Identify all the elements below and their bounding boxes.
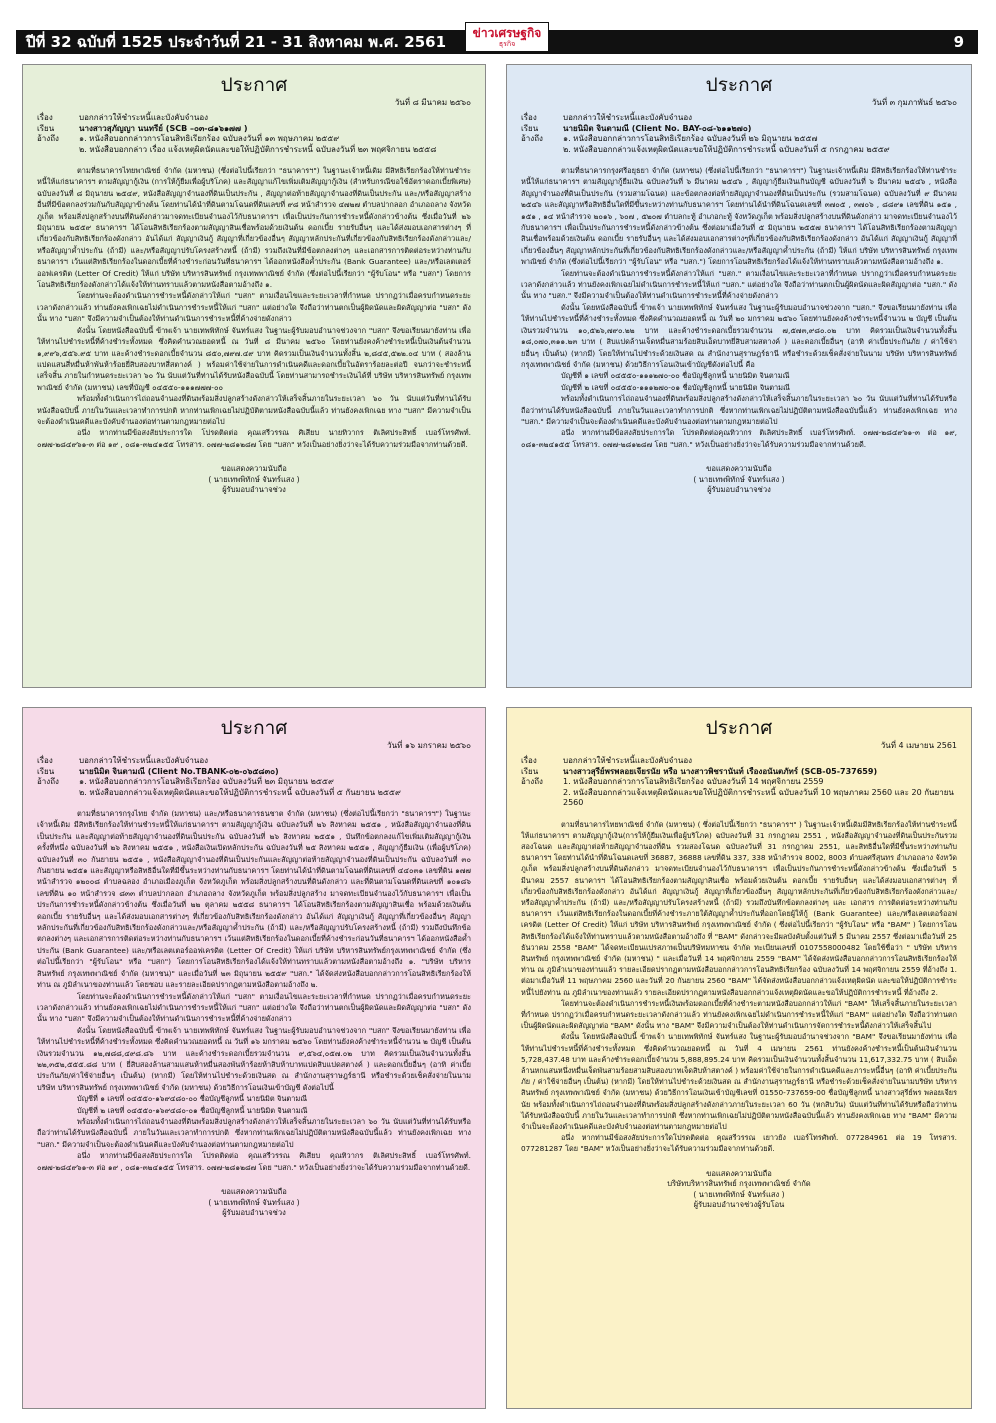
paragraph: พร้อมทั้งดำเนินการไถ่ถอนจำนองที่ดินพร้อมสิ่งปลูกสร้างดังกล่าวให้เสร็จสิ้นภายในระยะเวลา ๖๐ วัน นับแต่วันที่ท่านได้รับหรือถือว่าท่านได้รับหนังสือฉบับนี้ ภายในวันและเวลาทำการปกติ ซึ่งหากท่านเพิกเฉยไม่ปฏิบัติตามหนังสือฉบับนี้แล้ว ท่านยังคงเพิกเฉย ทาง "บสก." มีความจำเป็นจะต้องดำเนินคดีและบังคับจำนองต่อท่านตามกฎหมายต่อไป [37, 1116, 471, 1149]
paragraph: อนึ่ง หากท่านมีข้อสงสัยประการใด โปรดติดต่อคุณทิวากร ติเลิศประสิทธิ์ เบอร์โทรศัพท์. ๐๗๗-๒๘๔๙๖๑-๓ ต่อ ๑๙, ๐๘๑-๓๒๔๑๕๕ โทรสาร. ๐๗๗-๒๘๑๒๘๗ โดย "บสก." หวังเป็นอย่างยิ่งว่าจะได้รับความร่วมมือจากท่านด้วยดี. [521, 428, 957, 449]
reference-1: ๑. หนังสือบอกกล่าวการโอนสิทธิเรียกร้อง ฉบับลงวันที่ ๒๖ มิถุนายน ๒๕๕๗ [563, 134, 818, 143]
letter-header [521, 756, 957, 809]
signer-name: ( นายเทพพิทักษ์ จันทร์แสง ) [693, 474, 785, 484]
letter-header [521, 113, 957, 155]
signer-role: ผู้รับมอบอำนาจช่วง [222, 485, 286, 495]
letter-header [37, 756, 471, 798]
newspaper-logo [465, 22, 549, 52]
signature-block [37, 464, 471, 496]
page-number: 9 [953, 33, 964, 51]
reference-1: ๑. หนังสือบอกกล่าวการโอนสิทธิเรียกร้อง ฉบับลงวันที่ ๒๓ มิถุนายน ๒๕๕๙ [79, 777, 334, 786]
subject-value: บอกกล่าวให้ชำระหนี้และบังคับจำนอง [79, 113, 209, 122]
paragraph: ตามที่ธนาคารไทยพาณิชย์ จำกัด (มหาชน) ( ซึ่งต่อไปนี้เรียกว่า "ธนาคารฯ" ) ในฐานะเจ้าหนี้เดิมมีสิทธิเรียกร้องให้ท่านชำระหนี้ให้แก่ธนาคารฯ ตามสัญญากู้เงิน(การให้กู้ยืมเงินเพื่อผู้บริโภค) ฉบับลงวันที่ 31 กรกฎาคม 2551 , หนังสือสัญญาจำนองที่ดินเป็นประกันรวมสองโฉนด และสัญญาต่อท้ายสัญญาจำนองที่ดิน รวมสองโฉนด ฉบับลงวันที่ 31 กรกฎาคม 2551, และสิทธิอื่นใดที่มีขึ้นระหว่างท่านกับธนาคารฯ โดยท่านได้นำที่ดินโฉนดเลขที่ 36887, 36888 เลขที่ดิน 337, 338 หน้าสำรวจ 8002, 8003 ตำบลศรีสุนทร อำเภอถลาง จังหวัดภูเก็ต พร้อมสิ่งปลูกสร้างบนที่ดินดังกล่าว มาจดทะเบียนจำนองไว้กับธนาคารฯ เพื่อเป็นประกันการชำระหนี้ดังกล่าวข้างต้น ซึ่งเมื่อวันที่ 5 มีนาคม 2557 ธนาคารฯ ได้โอนสิทธิเรียกร้องตามสัญญาสินเชื่อ พร้อมด้วยเงินต้น ดอกเบี้ย รายรับอื่นๆ และได้ส่งมอบเอกสารต่างๆ ที่เกี่ยวข้องกับสิทธิเรียกร้องดังกล่าว อันได้แก่ สัญญาเงินกู้ สัญญาที่เกี่ยวข้องอื่นๆ สัญญาหลักประกันที่เกี่ยวข้องกับสิทธิเรียกร้องดังกล่าวและ/หรือสัญญาค้ำประกัน (ถ้ามี) และ/หรือสัญญาปรับโครงสร้างหนี้ (ถ้ามี) รวมถึงบันทึกข้อตกลงต่างๆ และ เอกสาร การติดต่อระหว่างท่านกับธนาคารฯ เว้นแต่สิทธิเรียกร้องในดอกเบี้ยที่ค้างชำระภายใต้สัญญาค้ำประกันที่ออกโดยผู้ให้กู้ (Bank Guarantee) และ/หรือเลตเตอร์ออฟเครดิต (Letter Of Credit) ให้แก่ บริษัท บริหารสินทรัพย์ กรุงเทพพาณิชย์ จำกัด ( ซึ่งต่อไปนี้เรียกว่า "ผู้รับโอน" หรือ "BAM" ) โดยการโอนสิทธิเรียกร้องได้แจ้งให้ท่านทราบแล้วตามหนังสือตามอ้างถึง ที่ "BAM" ดังกล่าวจะมีผลบังคับตั้งแต่วันที่ 5 มีนาคม 2557 ซึ่งต่อมาเมื่อวันที่ 25 ธันวาคม 2558 "BAM" ได้จดทะเบียนแปรสภาพเป็นบริษัทมหาชน จำกัด ทะเบียนเลขที่ 0107558000482 โดยใช้ชื่อว่า " บริษัท บริหารสินทรัพย์ กรุงเทพพาณิชย์ จำกัด (มหาชน) " และเมื่อวันที่ 14 พฤศจิกายน 2559 "BAM" ได้จัดส่งหนังสือบอกกล่าวการโอนสิทธิเรียกร้องให้ท่าน ณ ภูมิลำเนาของท่านแล้ว รายละเอียดปรากฏตามหนังสือบอกกล่าวการโอนสิทธิเรียกร้อง ฉบับลงวันที่ 14 พฤศจิกายน 2559 ที่อ้างถึง 1. ต่อมาเมื่อวันที่ 11 พฤษภาคม 2560 และวันที่ 20 กันยายน 2560 "BAM" ได้จัดส่งหนังสือบอกกล่าวแจ้งเหตุผิดนัด และขอให้ปฏิบัติการชำระหนี้ไปยังท่าน ณ ภูมิลำเนาของท่านแล้ว รายละเอียดปรากฏตามหนังสือบอกกล่าวแจ้งเหตุผิดนัดและขอให้ปฏิบัติการชำระหนี้ ที่อ้างถึง 2. [521, 819, 957, 997]
paragraph: โดยท่านจะต้องดำเนินการชำระหนี้เงินพร้อมดอกเบี้ยที่ค้างชำระตามหนังสือบอกกล่าวให้แก่ "BAM" ให้เสร็จสิ้นภายในระยะเวลาที่กำหนด ปรากฏว่าเมื่อครบกำหนดระยะเวลาดังกล่าวแล้ว ท่านยังคงเพิกเฉยไม่ดำเนินการชำระหนี้ให้แก่ "BAM" แต่อย่างใด จึงถือว่าท่านตกเป็นผู้ผิดนัดและผิดสัญญาต่อ "BAM" ดังนั้น ทาง "BAM" จึงมีความจำเป็นต้องให้ท่านดำเนินการจัดการชำระหนี้ดังกล่าวให้เสร็จสิ้นไป [521, 998, 957, 1031]
paragraph: ดังนั้น โดยหนังสือฉบับนี้ ข้าพเจ้า นายเทพพิทักษ์ จันทร์แสง ในฐานะผู้รับมอบอำนาจช่วงจาก "บสก" จึงขอเรียนมายังท่าน เพื่อให้ท่านไปชำระหนี้ที่ค้างชำระทั้งหมด ซึ่งคิดคำนวณยอดหนี้ ณ วันที่ ๘ มีนาคม ๒๕๖๐ โดยท่านยังคงค้างชำระหนี้เป็นเงินต้นจำนวน ๑,๙๙๖,๕๕๖.๙๕ บาท และค้างชำระดอกเบี้ยจำนวน ๘๕๐,๗๙๗.๔๙ บาท คิดรวมเป็นเงินจำนวนทั้งสิ้น ๒,๘๔๕,๕๒๒.๐๔ บาท ( สองล้านแปดแสนสี่หมื่นห้าพันห้าร้อยยี่สิบสองบาทสี่สตางค์ ) พร้อมค่าใช้จ่ายในการดำเนินคดีและดอกเบี้ยในอัตราร้อยละต่อปี จนกว่าจะชำระหนี้เสร็จสิ้น ภายในกำหนดระยะเวลา ๖๐ วัน นับแต่วันที่ท่านได้รับหนังสือฉบับนี้ โดยท่านสามารถชำระเงินได้ที่ บริษัท บริหารสินทรัพย์ กรุงเทพพาณิชย์ จำกัด (มหาชน) เลขที่บัญชี ๐๔๕๕๐-๑๑๑๗๗๗-๐๐ [37, 325, 471, 392]
subject-key: เรื่อง [521, 756, 537, 765]
account-line: บัญชีที่ ๑ เลขที่ ๐๔๕๕๐-๑๖๙๔๘๐-๐๐ ชื่อบัญชีลูกหนี้ นายนิมิต จินตามณี [77, 1094, 308, 1104]
announcement-panel-3 [22, 707, 486, 1409]
reference-2: 2. หนังสือบอกกล่าวแจ้งเหตุผิดนัดและขอให้ปฏิบัติการชำระหนี้ ฉบับลงวันที่ 10 พฤษภาคม 2560 และ 20 กันยายน 2560 [563, 787, 954, 807]
subject-value: บอกกล่าวให้ชำระหนี้และบังคับจำนอง [563, 756, 693, 765]
logo-subtext: ธุรกิจ [498, 40, 516, 48]
recipient-key: เรียน [37, 766, 55, 776]
closing: ขอแสดงความนับถือ [706, 464, 772, 474]
closing: ขอแสดงความนับถือ [221, 464, 287, 474]
announcement-title: ประกาศ [220, 717, 288, 739]
recipient-value: นางสาวสุรีย์พรพลอยเจียรนัย หรือ นางสาวพิชรานันท์ เรืองอนันตภัทร์ (SCB-05-737659) [563, 766, 878, 776]
paragraph: ดังนั้น โดยหนังสือฉบับนี้ ข้าพเจ้า นายเทพพิทักษ์ จันทร์แสง ในฐานะผู้รับมอบอำนาจช่วงจาก "บสก" จึงขอเรียนมายังท่าน เพื่อให้ท่านไปชำระหนี้ที่ค้างชำระทั้งหมด ซึ่งคิดคำนวณยอดหนี้ ณ วันที่ ๑๖ มกราคม ๒๕๖๐ โดยท่านยังคงค้างชำระหนี้จำนวน ๒ บัญชี เป็นต้นเงินรวมจำนวน ๑๒,๗๘๘,๔๙๘.๘๖ บาท และค้างชำระดอกเบี้ยรวมจำนวน ๙,๕๖๔,๐๕๗.๐๒ บาท คิดรวมเป็นเงินจำนวนทั้งสิ้น ๒๒,๓๕๒,๕๕๕.๘๘ บาท ( ยี่สิบสองล้านสามแสนห้าหมื่นสองพันห้าร้อยห้าสิบห้าบาทแปดสิบแปดสตางค์ ) และดอกเบี้ยอื่นๆ (อาทิ ค่าเบี้ยประกันภัย/ค่าใช้จ่ายอื่นๆ เป็นต้น) (หากมี) โดยให้ท่านไปชำระด้วยเงินสด ณ สำนักงานสุราษฎร์ธานี หรือชำระด้วยเช็คสั่งจ่ายในนาม บริษัท บริหารสินทรัพย์ กรุงเทพพาณิชย์ จำกัด (มหาชน) ด้วยวิธีการโอนเงินเข้าบัญชี ดังต่อไปนี้ [37, 1025, 471, 1092]
recipient-value: นายนิมิต จินตามณี (Client No.TBANK-๐๒-๐๖๕๘๓๐) [79, 766, 279, 776]
subject-key: เรื่อง [37, 756, 53, 765]
account-line: บัญชีที่ ๒ เลขที่ ๐๔๕๕๐-๑๖๙๔๘๐-๐๑ ชื่อบัญชีลูกหนี้ นายนิมิต จินตามณี [77, 1105, 308, 1115]
paragraph: พร้อมทั้งดำเนินการไถ่ถอนจำนองที่ดินพร้อมสิ่งปลูกสร้างดังกล่าวให้เสร็จสิ้นภายในระยะเวลา ๖๐ วัน นับแต่วันที่ท่านได้รับหนังสือฉบับนี้ ภายในวันและเวลาทำการปกติ หากท่านเพิกเฉยไม่ปฏิบัติตามหนังสือฉบับนี้แล้ว ท่านยังคงเพิกเฉย ทาง "บสก" มีความจำเป็นจะต้องดำเนินคดีและบังคับจำนองต่อท่านตามกฎหมายต่อไป [37, 394, 471, 426]
logo-text: ข่าวเศรษฐกิจ [472, 26, 542, 40]
paragraph: ตามที่ธนาคารกรุงศรีอยุธยา จำกัด (มหาชน) (ซึ่งต่อไปนี้เรียกว่า "ธนาคารฯ") ในฐานะเจ้าหนี้เดิม มีสิทธิเรียกร้องให้ท่านชำระหนี้ให้แก่ธนาคารฯ ตามสัญญากู้ยืมเงิน ฉบับลงวันที่ ๖ มีนาคม ๒๕๔๖ , สัญญากู้ยืมเงินเกินบัญชี ฉบับลงวันที่ ๖ มีนาคม ๒๕๔๖ , หนังสือสัญญาจำนองที่ดินเป็นประกัน (รวมสามโฉนด) และข้อตกลงต่อท้ายสัญญาจำนองที่ดินเป็นประกัน (รวมสามโฉนด) ฉบับลงวันที่ ๙ มีนาคม ๒๕๔๖ และสัญญาหรือสิทธิอื่นใดที่มีขึ้นระหว่างท่านกับธนาคารฯ โดยท่านได้นำที่ดินโฉนดเลขที่ ๓๗๐๕ , ๓๗๐๖ , ๘๘๙๑ เลขที่ดิน ๑๕๑ , ๑๕๑ , ๑๔ หน้าสำรวจ ๒๐๑๖ , ๖๐๗ , ๕๒๐๗ ตำบลกะทู้ อำเภอกะทู้ จังหวัดภูเก็ต พร้อมสิ่งปลูกสร้างบนที่ดินดังกล่าว มาจดทะเบียนจำนองไว้กับธนาคารฯ เพื่อเป็นประกันการชำระหนี้ดังกล่าวข้างต้น ซึ่งต่อมาเมื่อวันที่ ๕ มิถุนายน ๒๕๕๗ ธนาคารฯ ได้โอนสิทธิเรียกร้องตามสัญญาสินเชื่อพร้อมด้วยเงินต้น ดอกเบี้ย รายรับอื่นๆ และได้ส่งมอบเอกสารต่างๆที่เกี่ยวข้องกับสิทธิเรียกร้องดังกล่าว อันได้แก่ สัญญาเงินกู้ สัญญาที่เกี่ยวข้องอื่นๆ สัญญาหลักประกันที่เกี่ยวข้องกับสิทธิเรียกร้องดังกล่าวและ/หรือสัญญาค้ำประกัน (ถ้ามี) ให้แก่ บริษัท บริหารสินทรัพย์ กรุงเทพพาณิชย์ จำกัด (ซึ่งต่อไปนี้เรียกว่า "ผู้รับโอน" หรือ "บสก.") โดยการโอนสิทธิเรียกร้องได้แจ้งให้ท่านทราบแล้วตามหนังสือตามอ้างถึง ๑. [521, 166, 957, 267]
announcement-date: วันที่ ๑๖ มกราคม ๒๕๖๐ [387, 741, 471, 750]
reference-2: ๒. หนังสือบอกกล่าว เรื่อง แจ้งเหตุผิดนัดและขอให้ปฏิบัติการชำระหนี้ ฉบับลงวันที่ ๒๓ พฤศจิกายน ๒๕๕๘ [79, 144, 437, 154]
reference-key: อ้างถึง [521, 777, 543, 786]
paragraph: ตามที่ธนาคารกรุงไทย จำกัด (มหาชน) และ/หรือธนาคารธนชาต จำกัด (มหาชน) (ซึ่งต่อไปนี้เรียกว่า "ธนาคารฯ") ในฐานะเจ้าหนี้เดิม มีสิทธิเรียกร้องให้ท่านชำระหนี้ให้แก่ธนาคารฯ ตามสัญญากู้เงิน ฉบับลงวันที่ ๒๖ สิงหาคม ๒๕๕๑ , หนังสือสัญญาจำนองที่ดินเป็นประกัน และสัญญาต่อท้ายสัญญาจำนองที่ดินเป็นประกัน ฉบับลงวันที่ ๒๖ สิงหาคม ๒๕๕๑ , บันทึกข้อตกลงแก้ไขเพิ่มเติมสัญญากู้เงินครั้งที่หนึ่ง ฉบับลงวันที่ ๒๖ สิงหาคม ๒๕๕๑ , หนังสือเงินเปิดหลักประกัน ฉบับลงวันที่ ๒๕ สิงหาคม ๒๕๕๑ , สัญญากู้ยืมเงิน (เพื่อผู้บริโภค) ฉบับลงวันที่ ๓๐ กันยายน ๒๕๕๑ , หนังสือสัญญาจำนองที่ดินเป็นประกันและสัญญาต่อท้ายสัญญาจำนองที่ดินเป็นประกัน ฉบับลงวันที่ ๓๐ กันยายน ๒๕๕๑ และสัญญาหรือสิทธิอื่นใดที่มีขึ้นระหว่างท่านกับธนาคารฯ โดยท่านได้นำที่ดินตามโฉนดที่ดินเลขที่ ๔๔๐๓๑ เลขที่ดิน ๑๗๗ หน้าสำรวจ ๑๒๐๐๘ ตำบลฉลอง อำเภอเมืองภูเก็ต จังหวัดภูเก็ต พร้อมสิ่งปลูกสร้างบนที่ดินดังกล่าว และที่ดินตามโฉนดที่ดินเลขที่ ๑๐๑๘๖ เลขที่ดิน ๑๐ หน้าสำรวจ ๘๓๓ ตำบลปากลอก อำเภอถลาง จังหวัดภูเก็ต พร้อมสิ่งปลูกสร้าง มาจดทะเบียนจำนองไว้กับธนาคารฯ เพื่อเป็นประกันการชำระหนี้ดังกล่าวข้างต้น ซึ่งเมื่อวันที่ ๒๒ ตุลาคม ๒๕๕๘ ธนาคารฯ ได้โอนสิทธิเรียกร้องตามสัญญาสินเชื่อ พร้อมด้วยเงินต้น ดอกเบี้ย รายรับอื่นๆ และได้ส่งมอบเอกสารต่างๆ ที่เกี่ยวข้องกับสิทธิเรียกร้องดังกล่าว อันได้แก่ สัญญาเงินกู้ สัญญาที่เกี่ยวข้องอื่นๆ สัญญาหลักประกันที่เกี่ยวข้องกับสิทธิเรียกร้องดังกล่าวและ/หรือสัญญาค้ำประกัน (ถ้ามี) และ/หรือสัญญาปรับโครงสร้างหนี้ (ถ้ามี) รวมถึงบันทึกข้อตกลงต่างๆ และเอกสารการติดต่อระหว่างท่านกับธนาคารฯ เว้นแต่สิทธิเรียกร้องในดอกเบี้ยที่ค้างชำระก่อนวันที่ธนาคารฯ ได้ออกหนังสือค้ำประกัน (Bank Guarantee) และ/หรือเลตเตอร์ออฟเครดิต (Letter Of Credit) ให้แก่ บริษัท บริหารสินทรัพย์กรุงเทพพาณิชย์ จำกัด (ซึ่งต่อไปนี้เรียกว่า "ผู้รับโอน" หรือ "บสก") โดยการโอนสิทธิเรียกร้องได้แจ้งให้ท่านทราบแล้วตามหนังสือตามอ้างถึง ๑. "บริษัท บริหารสินทรัพย์ กรุงเทพพาณิชย์ จำกัด (มหาชน)" และเมื่อวันที่ ๒๓ มิถุนายน ๒๕๕๙ "บสก." ได้จัดส่งหนังสือบอกกล่าวการโอนสิทธิเรียกร้องให้ท่าน ณ ภูมิลำเนาของท่านแล้ว โดยชอบ และรายละเอียดปรากฏตามหนังสือตามอ้างถึง ๒. [37, 809, 471, 990]
recipient-key: เรียน [521, 123, 539, 133]
signer-role: ผู้รับมอบอำนาจช่วง [707, 485, 771, 495]
signer-role: ผู้รับมอบอำนาจช่วงผู้รับโอน [693, 1200, 785, 1210]
reference-1: 1. หนังสือบอกกล่าวการโอนสิทธิเรียกร้อง ฉบับลงวันที่ 14 พฤศจิกายน 2559 [563, 777, 824, 786]
issue-line: ปีที่ 32 ฉบับที่ 1525 ประจำวันที่ 21 - 31 สิงหาคม พ.ศ. 2561 [26, 33, 447, 51]
announcement-panel-1 [22, 64, 486, 688]
reference-key: อ้างถึง [37, 777, 59, 786]
paragraph: ดังนั้น โดยหนังสือฉบับนี้ ข้าพเจ้า นายเทพพิทักษ์ จันทร์แสง ในฐานะผู้รับมอบอำนาจช่วงจาก "บสก." จึงขอเรียนมายังท่าน เพื่อให้ท่านไปชำระหนี้ที่ค้างชำระทั้งหมด ซึ่งคิดคำนวณยอดหนี้ ณ วันที่ ๒๐ มกราคม ๒๕๖๐ โดยท่านยังคงค้างชำระหนี้จำนวน ๒ บัญชี เป็นต้นเงินรวมจำนวน ๑๐,๕๒๖,๗๙๐.๒๒ บาท และค้างชำระดอกเบี้ยรวมจำนวน ๗,๕๗๓,๙๘๐.๐๒ บาท คิดรวมเป็นเงินจำนวนทั้งสิ้น ๑๘,๐๗๐,๓๑๑.๒๓ บาท ( สิบแปดล้านเจ็ดหมื่นสามร้อยสิบเอ็ดบาทยี่สิบสามสตางค์ ) และดอกเบี้ยอื่นๆ (อาทิ ค่าเบี้ยประกันภัย / ค่าใช้จ่ายอื่นๆ เป็นต้น) (หากมี) โดยให้ท่านไปชำระด้วยเงินสด ณ สำนักงานสุราษฎร์ธานี หรือชำระด้วยเช็คสั่งจ่ายในนาม บริษัท บริหารสินทรัพย์ กรุงเทพพาณิชย์ จำกัด (มหาชน) ด้วยวิธีการโอนเงินเข้าบัญชีดังต่อไปนี้ คือ [521, 302, 957, 369]
signature-block [521, 1169, 957, 1211]
letter-body [521, 165, 957, 450]
signature-block [521, 464, 957, 496]
signer-role: ผู้รับมอบอำนาจช่วง [222, 1208, 286, 1217]
recipient-key: เรียน [37, 123, 55, 133]
paragraph: ดังนั้น โดยหนังสือฉบับนี้ ข้าพเจ้า นายเทพพิทักษ์ จันทร์แสง ในฐานะผู้รับมอบอำนาจช่วงจาก "BAM" จึงขอเรียนมายังท่าน เพื่อให้ท่านไปชำระหนี้ที่ค้างชำระทั้งหมด ซึ่งคิดคำนวณยอดหนี้ ณ วันที่ 4 เมษายน 2561 ท่านยังคงค้างชำระหนี้เป็นต้นเงินจำนวน 5,728,437.48 บาท และค้างชำระดอกเบี้ยจำนวน 5,888,895.24 บาท คิดรวมเป็นเงินจำนวนทั้งสิ้นจำนวน 11,617,332.75 บาท ( สิบเอ็ดล้านหกแสนหนึ่งหมื่นเจ็ดพันสามร้อยสามสิบสองบาทเจ็ดสิบห้าสตางค์ ) พร้อมค่าใช้จ่ายในการดำเนินคดีและภาระหนี้อื่นๆ (อาทิ ค่าเบี้ยประกันภัย / ค่าใช้จ่ายอื่นๆ เป็นต้น) (หากมี) โดยให้ท่านไปชำระด้วยเงินสด ณ สำนักงานสุราษฎร์ธานี หรือชำระด้วยเช็คสั่งจ่ายในนามบริษัท บริหารสินทรัพย์ กรุงเทพพาณิชย์ จำกัด (มหาชน) ด้วยวิธีการโอนเงินเข้าบัญชีเลขที่ 01550-737659-00 ชื่อบัญชีลูกหนี้ นางสาวสุรีย์พร พลอยเจียรนัย พร้อมทั้งดำเนินการไถ่ถอนจำนองที่ดินพร้อมสิ่งปลูกสร้างดังกล่าวภายในระยะเวลา 60 วัน (หกสิบวัน) นับแต่วันที่ท่านได้รับหรือถือว่าท่านได้รับหนังสือฉบับนี้ ภายในวันและเวลาทำการปกติ ซึ่งหากท่านเพิกเฉยไม่ปฏิบัติตามหนังสือฉบับนี้แล้ว ท่านยังคงเพิกเฉย ทาง "BAM" มีความจำเป็นจะต้องดำเนินคดีและบังคับจำนองต่อท่านตามกฎหมายต่อไป [521, 1032, 957, 1131]
signature-block [37, 1187, 471, 1219]
subject-key: เรื่อง [37, 113, 53, 122]
recipient-value: นายนิมิต จินตามณี (Client No. BAY-๐๘-๖๑๑๒๗๐) [563, 123, 752, 133]
recipient-value: นางสาวสุภัญญา นนทรีย์ (SCB –๐๓-๘๑๖๑๗๗ ) [79, 123, 248, 133]
announcement-title: ประกาศ [705, 74, 773, 96]
reference-key: อ้างถึง [37, 134, 59, 143]
paragraph: ตามที่ธนาคารไทยพาณิชย์ จำกัด (มหาชน) (ซึ่งต่อไปนี้เรียกว่า "ธนาคารฯ") ในฐานะเจ้าหนี้เดิม มีสิทธิเรียกร้องให้ท่านชำระหนี้ให้แก่ธนาคารฯ ตามสัญญากู้เงิน (การให้กู้ยืมเพื่อผู้บริโภค) และสัญญาแก้ไขเพิ่มเติมสัญญากู้เงิน (สำหรับกรณีขอใช้อัตราดอกเบี้ยพิเศษ) ฉบับลงวันที่ ๘ มิถุนายน ๒๕๔๙, หนังสือสัญญาจำนองที่ดินเป็นประกัน , สัญญาต่อท้ายสัญญาจำนองที่ดินเป็นประกัน และ/หรือสัญญาสร้างอื่นที่มีข้อตกลงร่วมกันกับสัญญาข้างต้น โดยท่านได้นำที่ดินตามโฉนดที่ดินเลขที่ ๙๘ หน้าสำรวจ ๔๗๒๗ ตำบลปากลอก อำเภอถลาง จังหวัดภูเก็ต พร้อมสิ่งปลูกสร้างบนที่ดินดังกล่าวมาจดทะเบียนจำนองไว้กับธนาคารฯ เพื่อเป็นประกันการชำระหนี้ดังกล่าวข้างต้น ซึ่งเมื่อวันที่ ๒๖ มิถุนายน ๒๕๕๙ ธนาคารฯ ได้โอนสิทธิเรียกร้องตามสัญญาสินเชื่อพร้อมด้วยเงินต้น ดอกเบี้ย รายรับอื่นๆ และได้ส่งมอบเอกสารต่างๆ ที่เกี่ยวข้องกับสิทธิเรียกร้องดังกล่าว อันได้แก่ สัญญาเงินกู้ สัญญาที่เกี่ยวข้องอื่นๆ สัญญาหลักประกันที่เกี่ยวข้องกับสิทธิเรียกร้องดังกล่าวและ/หรือสัญญาค้ำประกัน (ถ้ามี) และ/หรือสัญญาปรับโครงสร้างหนี้ (ถ้ามี) รวมถึงเงินที่มีข้อตกลงต่างๆ และเอกสารการติดต่อระหว่างท่านกับธนาคารฯ เว้นแต่สิทธิเรียกร้องในดอกเบี้ยที่ค้างชำระก่อนวันที่ธนาคารฯ ได้ออกหนังสือค้ำประกัน (Bank Guarantee) และ/หรือเลตเตอร์ออฟเครดิต (Letter Of Credit) ให้แก่ บริษัท บริหารสินทรัพย์ กรุงเทพพาณิชย์ จำกัด (ซึ่งต่อไปนี้เรียกว่า "ผู้รับโอน" หรือ "บสก") โดยการโอนสิทธิเรียกร้องดังกล่าวได้แจ้งให้ท่านทราบแล้วตามหนังสือตามอ้างถึง ๑. [37, 166, 471, 290]
letter-body [521, 819, 957, 1155]
signer-name: ( นายเทพพิทักษ์ จันทร์แสง ) [208, 1197, 300, 1207]
letter-header [37, 113, 471, 155]
announcement-title: ประกาศ [220, 74, 288, 96]
closing: ขอแสดงความนับถือ [706, 1168, 772, 1178]
announcement-date: วันที่ ๘ มีนาคม ๒๕๖๐ [394, 98, 471, 107]
closing: ขอแสดงความนับถือ [221, 1187, 287, 1196]
paragraph: โดยท่านจะต้องดำเนินการชำระหนี้ดังกล่าวให้แก่ "บสก." ตามเงื่อนไขและระยะเวลาที่กำหนด ปรากฏว่าเมื่อครบกำหนดระยะเวลาดังกล่าวแล้ว ท่านยังคงเพิกเฉยไม่ดำเนินการชำระหนี้ให้แก่ "บสก." แต่อย่างใด จึงถือว่าท่านตกเป็นผู้ผิดนัดและผิดสัญญาต่อ "บสก." ดังนั้น ทาง "บสก." จึงมีความจำเป็นต้องให้ท่านดำเนินการชำระหนี้ที่ค้างจ่ายดังกล่าว [521, 268, 957, 301]
announcement-title: ประกาศ [705, 717, 773, 739]
signer-name: ( นายเทพพิทักษ์ จันทร์แสง ) [693, 1189, 785, 1199]
account-line: บัญชีที่ ๒ เลขที่ ๐๔๕๕๐-๑๑๑๒๗๐-๐๑ ชื่อบัญชีลูกหนี้ นายนิมิต จินตามณี [561, 382, 790, 392]
subject-value: บอกกล่าวให้ชำระหนี้และบังคับจำนอง [79, 756, 209, 765]
paragraph: อนึ่ง หากท่านมีข้อสงสัยประการใด โปรดติดต่อ คุณเสรีวรรณ ศิเสียบ คุณทิวากร ติเลิศประสิทธิ์ เบอร์โทรศัพท์. ๐๗๗-๒๘๔๙๖๑-๓ ต่อ ๑๙ , ๐๘๑-๓๒๔๑๕๕ โทรสาร. ๐๗๗-๒๘๑๒๘๗ โดย "บสก." หวังเป็นอย่างยิ่งว่าจะได้รับความร่วมมือจากท่านด้วยดี. [37, 1151, 471, 1172]
announcement-date: วันที่ ๓ กุมภาพันธ์ ๒๕๖๐ [871, 98, 957, 107]
reference-2: ๒. หนังสือบอกกล่าวแจ้งเหตุผิดนัดและขอให้ปฏิบัติการชำระหนี้ ฉบับลงวันที่ ๕ กันยายน ๒๕๕๙ [79, 787, 401, 797]
subject-key: เรื่อง [521, 113, 537, 122]
letter-body [37, 165, 471, 450]
announcement-panel-4 [506, 707, 972, 1409]
paragraph: โดยท่านจะต้องดำเนินการชำระหนี้ดังกล่าวให้แก่ "บสก" ตามเงื่อนไขและระยะเวลาที่กำหนด ปรากฏว่าเมื่อครบกำหนดระยะเวลาดังกล่าวแล้ว ท่านยังคงเพิกเฉยไม่ดำเนินการชำระหนี้ให้แก่ "บสก" แต่อย่างใด จึงถือว่าท่านตกเป็นผู้ผิดนัดและผิดสัญญาต่อ "บสก" ดังนั้น ทาง "บสก" จึงมีความจำเป็นต้องให้ท่านดำเนินการชำระหนี้ที่ค้างจ่ายดังกล่าว [37, 991, 471, 1024]
paragraph: พร้อมทั้งดำเนินการไถ่ถอนจำนองที่ดินพร้อมสิ่งปลูกสร้างดังกล่าวให้เสร็จสิ้นภายในระยะเวลา ๖๐ วัน นับแต่วันที่ท่านได้รับหรือถือว่าท่านได้รับหนังสือฉบับนี้ ภายในวันและเวลาทำการปกติ ซึ่งหากท่านเพิกเฉยไม่ปฏิบัติตามหนังสือฉบับนี้แล้ว ท่านยังคงเพิกเฉย ทาง "บสก." มีความจำเป็นจะต้องดำเนินคดีและบังคับจำนองต่อท่านตามกฎหมายต่อไป [521, 394, 957, 426]
letter-body [37, 808, 471, 1173]
announcement-panel-2 [506, 64, 972, 688]
account-line: บัญชีที่ ๑ เลขที่ ๐๔๕๕๐-๑๑๑๒๗๐-๐๐ ชื่อบัญชีลูกหนี้ นายนิมิต จินตามณี [561, 371, 790, 381]
subject-value: บอกกล่าวให้ชำระหนี้และบังคับจำนอง [563, 113, 693, 122]
reference-2: ๒. หนังสือบอกกล่าวแจ้งเหตุผิดนัดและขอให้ปฏิบัติการชำระหนี้ ฉบับลงวันที่ ๕ กรกฎาคม ๒๕๕๙ [563, 144, 890, 154]
announcement-date: วันที่ 4 เมษายน 2561 [880, 741, 957, 750]
reference-key: อ้างถึง [521, 134, 543, 143]
paragraph: อนึ่ง หากท่านมีข้อสงสัยประการใด โปรดติดต่อ คุณเสรีวรรณ ศิเสียบ นายทิวากร ติเลิศประสิทธิ์ เบอร์โทรศัพท์. ๐๗๗-๒๘๔๙๖๑-๓ ต่อ ๑๙ , ๐๘๑-๓๒๔๑๕๕ โทรสาร. ๐๗๗-๒๘๑๒๘๗ โดย "บสก" หวังเป็นอย่างยิ่งว่าจะได้รับความร่วมมือจากท่านด้วยดี. [37, 428, 471, 449]
paragraph: อนึ่ง หากท่านมีข้อสงสัยประการใดโปรดติดต่อ คุณสรีวรรณ เยาวยัง เบอร์โทรศัพท์. 077284961 ต่อ 19 โทรสาร. 077281287 โดย "BAM" หวังเป็นอย่างยิ่งว่าจะได้รับความร่วมมือจากท่านด้วยดี. [521, 1133, 957, 1154]
paragraph: โดยท่านจะต้องดำเนินการชำระหนี้ดังกล่าวให้แก่ "บสก" ตามเงื่อนไขและระยะเวลาที่กำหนด ปรากฏว่าเมื่อครบกำหนดระยะเวลาดังกล่าวแล้ว ท่านยังคงเพิกเฉยไม่ดำเนินการชำระหนี้ให้แก่ "บสก" แต่อย่างใด จึงถือว่าท่านตกเป็นผู้ผิดนัดและผิดสัญญาต่อ "บสก" ดังนั้น ทาง "บสก" จึงมีความจำเป็นต้องให้ท่านดำเนินการชำระหนี้ที่ค้างจ่ายดังกล่าว [37, 291, 471, 324]
reference-1: ๑. หนังสือบอกกล่าวการโอนสิทธิเรียกร้อง ฉบับลงวันที่ ๑๓ พฤษภาคม ๒๕๕๙ [79, 134, 340, 143]
recipient-key: เรียน [521, 766, 539, 776]
signer-company: บริษัทบริหารสินทรัพย์ กรุงเทพพาณิชย์ จำกัด [667, 1179, 811, 1189]
signer-name: ( นายเทพพิทักษ์ จันทร์แสง ) [208, 474, 300, 484]
